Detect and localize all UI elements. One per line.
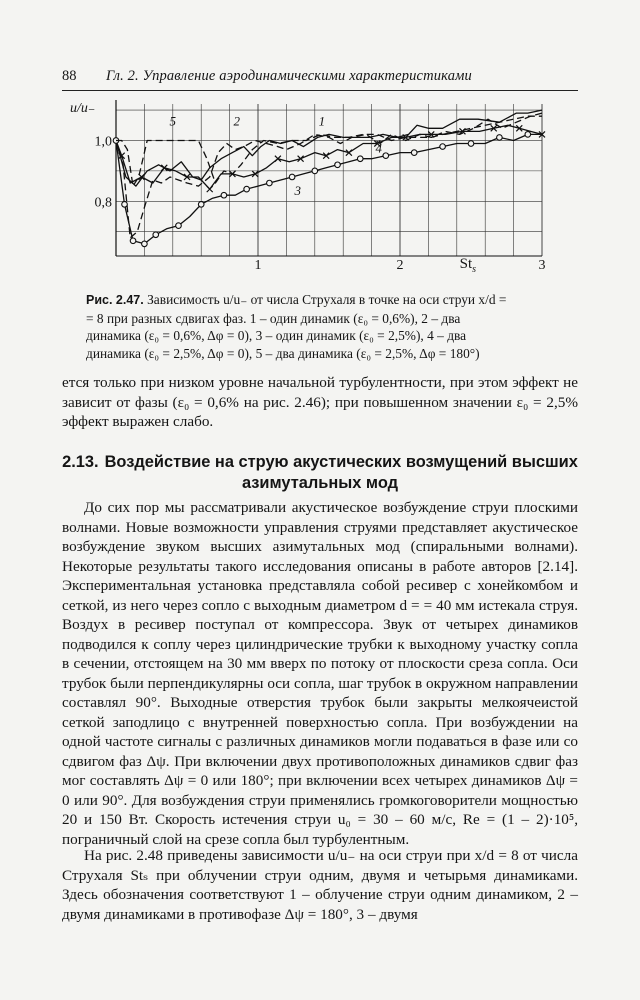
caption-line-1: Зависимость u/u₋ от числа Струхаля в точке на оси струи x/d = xyxy=(147,292,507,307)
section-title: Воздействие на струю акустических возмущений высших азимутальных мод xyxy=(104,453,578,492)
series-4-point xyxy=(142,241,148,247)
series-5-line xyxy=(116,116,542,186)
paragraph-2 xyxy=(62,498,578,849)
series-4-point xyxy=(468,141,474,147)
series-4-point xyxy=(440,144,446,150)
series-2-label: 2 xyxy=(233,113,240,129)
series-4-point xyxy=(383,153,389,159)
y-tick-label: 0,8 xyxy=(94,195,112,211)
series-4-point xyxy=(198,202,204,208)
x-tick-label: 3 xyxy=(538,258,546,273)
paragraph-3 xyxy=(62,846,578,924)
section-number: 2.13. xyxy=(62,453,99,471)
y-tick-label: 1,0 xyxy=(94,134,112,150)
series-5-label: 5 xyxy=(169,113,177,129)
series-1-label: 1 xyxy=(318,113,326,129)
series-4-point xyxy=(497,135,503,141)
series-4-point xyxy=(153,232,159,238)
x-axis-label: $St_s$ xyxy=(459,256,477,275)
page-number: 88 xyxy=(62,68,77,84)
page-header xyxy=(62,66,578,91)
x-axis-label-subscript: s xyxy=(472,264,477,275)
series-4-point xyxy=(357,156,363,162)
series-4-point xyxy=(335,162,341,168)
series-4-point xyxy=(289,174,295,180)
series-3-label: 3 xyxy=(294,183,302,199)
y-axis-label: u/u₋ xyxy=(70,101,96,116)
figure-caption xyxy=(86,291,556,362)
caption-line-3: динамика (ε₀ = 0,6%, Δφ = 0), 3 – один динамик (ε₀ = 2,5%), 4 – два xyxy=(86,328,467,343)
series-4-point xyxy=(312,168,318,174)
caption-line-4: динамика (ε₀ = 2,5%, Δφ = 0), 5 – два динамика (ε₀ = 2,5%, Δφ = 180°) xyxy=(86,345,480,361)
x-tick-label: 1 xyxy=(254,258,262,273)
series-3-point xyxy=(207,186,213,192)
series-1-line xyxy=(116,110,542,186)
paragraph-1-text: ется только при низком уровне начальной турбулентности, при этом эффект не зависит от фазы (ε₀ = 0,6% на рис. 2.46); при повышенном значении ε₀ = 2,5% эффект выражен слабо. xyxy=(62,374,578,430)
series-4-point xyxy=(176,223,182,229)
series-4-point xyxy=(411,150,417,156)
section-heading xyxy=(62,452,578,494)
paragraph-2-text: До сих пор мы рассматривали акустическое возбуждение струи плоскими волнами. Новые возможности управления струями представляет акустическое возбуждение звуком высших азимутальных мод (спиральными волнами). Некоторые результаты такого исследования описаны в работе авторов [2.14]. Экспериментальная установка представляла собой ресивер с хонейкомбом и сеткой, из него через сопло с выходным диаметром d = = 40 мм истекала струя. Воздух в ресивер поступал от компрессора. Звук от четырех динамиков подводился к соплу через цилиндрические трубки к выходному участку сопла в сечении, отстоящем на 30 мм вверх по потоку от плоскости среза сопла. Оси трубок были перпендикулярны оси сопла, шаг трубок в окружном направлении составлял 90°. Выходные отверстия трубок были закрыты мелкоячеистой сеткой заподлицо с внутренней поверхностью сопла. При возбуждении на одной частоте сигналы с различных динамиков могли подаваться в фазе или со сдвигом фаз Δψ. При включении двух противоположных динамиков сдвиг фаз мог составлять Δψ = 0 или 180°; при включении всех четырех динамиков Δψ = 0 или 90°. Для возбуждения струи применялись громкоговорители мощностью 20 и 150 Вт. Скорость истечения струи u₀ = 30 – 60 м/с, Re = (1 – 2)·10⁵, пограничный слой на срезе сопла был турбулентным. xyxy=(62,499,578,848)
paragraph-continued xyxy=(62,373,578,432)
caption-label: Рис. 2.47. xyxy=(86,293,144,307)
series-4-point xyxy=(244,186,250,192)
x-tick-label: 2 xyxy=(396,258,404,273)
series-4-point xyxy=(221,192,227,198)
paragraph-3-text: На рис. 2.48 приведены зависимости u/u₋ на оси струи при x/d = 8 от числа Струхаля Stₛ при облучении струи одним, двумя и четырьмя динамиками. Здесь обозначения соответствуют 1 – облучение струи одним динамиком, 2 – двумя динамиками в противофазе Δψ = 180°, 3 – двумя xyxy=(62,847,578,923)
chapter-title: Гл. 2. Управление аэродинамическими характеристиками xyxy=(106,68,472,84)
strouhal-chart xyxy=(60,96,560,286)
caption-line-2: = 8 при разных сдвигах фаз. 1 – один динамик (ε₀ = 0,6%), 2 – два xyxy=(86,310,461,326)
series-4-point xyxy=(267,180,273,186)
series-4-label: 4 xyxy=(375,140,382,156)
series-4-point xyxy=(130,238,136,244)
series-4-point xyxy=(122,202,128,208)
series-4-point xyxy=(525,132,531,138)
